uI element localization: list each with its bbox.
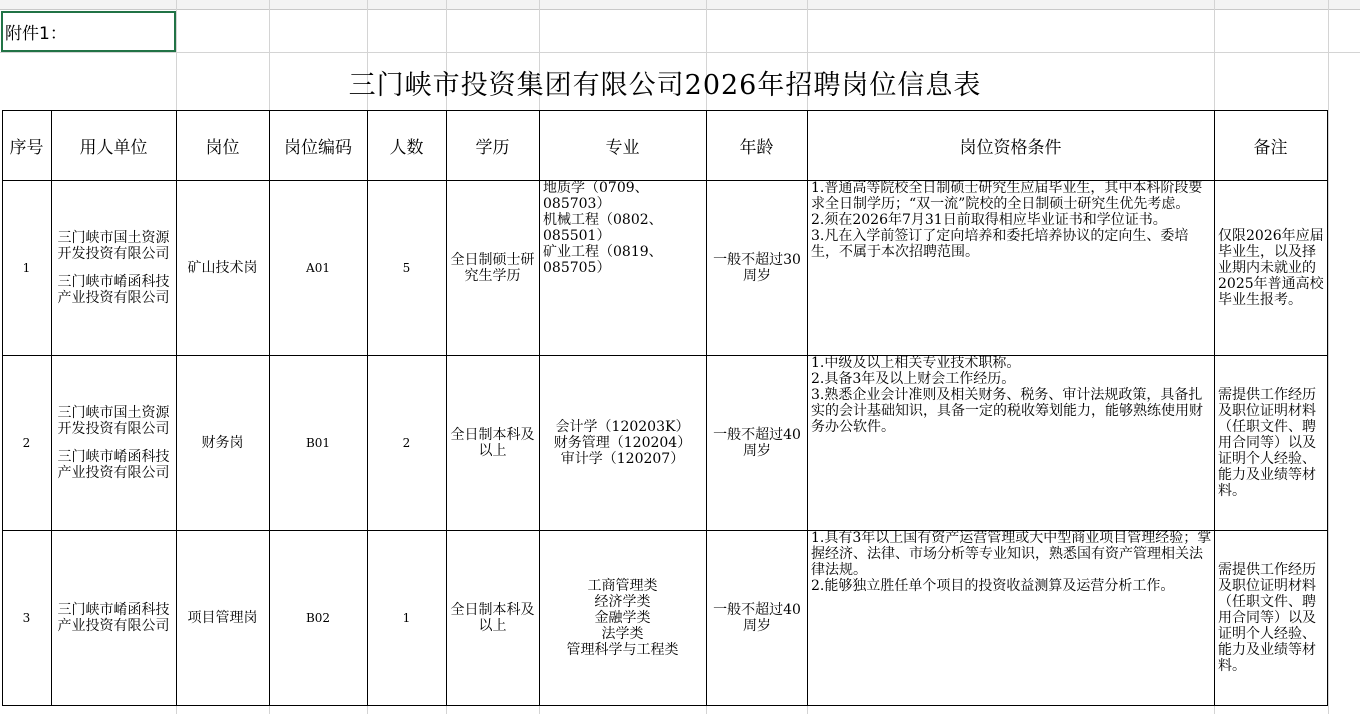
cell-row3-major[interactable] bbox=[539, 530, 706, 705]
cell-row2-education[interactable]: 全日制本科及以上 bbox=[450, 426, 535, 459]
major-item: 经济学类 bbox=[594, 593, 651, 610]
unit-name: 三门峡市崤函科技产业投资有限公司 bbox=[57, 448, 170, 481]
cell-row3-unit[interactable] bbox=[55, 530, 172, 705]
major-item: 矿业工程（0819、085705） bbox=[543, 244, 663, 276]
major-item: 法学类 bbox=[601, 625, 644, 642]
requirement-item: 1.普通高等院校全日制硕士研究生应届毕业生，其中本科阶段要求全日制学历；“双一流”院校的全日制硕士研究生优先考虑。 bbox=[811, 180, 1203, 212]
requirement-item: 1.具有3年以上国有资产运营管理或大中型商业项目管理经验；掌握经济、法律、市场分析等专业知识，熟悉国有资产管理相关法律法规。 bbox=[811, 530, 1212, 578]
gridline bbox=[0, 52, 1360, 53]
major-item: 机械工程（0802、085501） bbox=[543, 212, 663, 244]
major-item: 地质学（0709、085703） bbox=[543, 180, 649, 212]
table-border bbox=[1327, 110, 1328, 706]
sheet-title: 三门峡市投资集团有限公司2026年招聘岗位信息表 bbox=[348, 69, 982, 101]
cell-row1-no[interactable]: 1 bbox=[22, 260, 31, 275]
header-cell-code[interactable]: 岗位编码 bbox=[284, 137, 352, 158]
cell-row2-remarks[interactable]: 需提供工作经历及职位证明材料（任职文件、聘用合同等）以及证明个人经验、能力及业绩等材料。 bbox=[1218, 386, 1316, 499]
major-item: 会计学（120203K） bbox=[555, 418, 690, 435]
cell-row2-no[interactable]: 2 bbox=[22, 435, 31, 450]
cell-row2-requirements[interactable] bbox=[807, 355, 1214, 530]
cell-row2-position[interactable]: 财务岗 bbox=[201, 434, 244, 451]
major-item: 财务管理（120204） bbox=[553, 434, 692, 451]
header-cell-remarks[interactable]: 备注 bbox=[1253, 137, 1288, 158]
table-border bbox=[51, 110, 52, 706]
requirement-item: 3.凡在入学前签订了定向培养和委托培养协议的定向生、委培生，不属于本次招聘范围。 bbox=[811, 228, 1189, 260]
cell-row3-position[interactable]: 项目管理岗 bbox=[187, 609, 258, 626]
cell-row2-unit[interactable] bbox=[55, 355, 172, 530]
major-item: 审计学（120207） bbox=[560, 450, 685, 467]
requirement-item: 1.中级及以上相关专业技术职称。 bbox=[811, 355, 1021, 371]
requirement-item: 2.须在2026年7月31日前取得相应毕业证书和学位证书。 bbox=[811, 212, 1167, 228]
cell-row3-remarks[interactable]: 需提供工作经历及职位证明材料（任职文件、聘用合同等）以及证明个人经验、能力及业绩等材料。 bbox=[1218, 561, 1316, 674]
cell-row3-education[interactable]: 全日制本科及以上 bbox=[450, 601, 535, 634]
cell-row2-count[interactable]: 2 bbox=[402, 435, 411, 450]
major-item: 工商管理类 bbox=[587, 577, 658, 594]
header-cell-position[interactable]: 岗位 bbox=[205, 137, 240, 158]
header-cell-no[interactable]: 序号 bbox=[9, 137, 44, 158]
cell-row1-remarks[interactable]: 仅限2026年应届毕业生，以及择业期内未就业的2025年普通高校毕业生报考。 bbox=[1218, 227, 1324, 308]
header-cell-major[interactable]: 专业 bbox=[605, 137, 640, 158]
cell-row3-count[interactable]: 1 bbox=[402, 610, 411, 625]
major-item: 管理科学与工程类 bbox=[566, 641, 679, 658]
cell-row1-age[interactable]: 一般不超过30周岁 bbox=[713, 251, 801, 284]
cell-row1-major[interactable] bbox=[539, 180, 706, 355]
cell-row1-count[interactable]: 5 bbox=[402, 260, 411, 275]
major-item: 金融学类 bbox=[594, 609, 651, 626]
requirement-item: 2.能够独立胜任单个项目的投资收益测算及运营分析工作。 bbox=[811, 578, 1175, 594]
cell-row1-education[interactable]: 全日制硕士研究生学历 bbox=[450, 251, 535, 284]
unit-name: 三门峡市崤函科技产业投资有限公司 bbox=[57, 601, 170, 634]
cell-row1-code[interactable]: A01 bbox=[306, 260, 330, 275]
cell-row3-requirements[interactable] bbox=[807, 530, 1214, 705]
header-cell-age[interactable]: 年龄 bbox=[739, 137, 774, 158]
header-cell-requirements[interactable]: 岗位资格条件 bbox=[959, 137, 1062, 158]
cell-row2-major[interactable] bbox=[539, 355, 706, 530]
table-border bbox=[446, 110, 447, 706]
header-cell-count[interactable]: 人数 bbox=[389, 137, 424, 158]
unit-name: 三门峡市崤函科技产业投资有限公司 bbox=[57, 273, 170, 306]
cell-row3-no[interactable]: 3 bbox=[22, 610, 31, 625]
cell-row2-age[interactable]: 一般不超过40周岁 bbox=[713, 426, 801, 459]
requirement-item: 2.具备3年及以上财会工作经历。 bbox=[811, 371, 1016, 387]
cell-row2-code[interactable]: B01 bbox=[305, 435, 331, 450]
unit-name: 三门峡市国土资源开发投资有限公司 bbox=[57, 404, 170, 437]
cell-row1-requirements[interactable] bbox=[807, 180, 1214, 355]
requirement-item: 3.熟悉企业会计准则及相关财务、税务、审计法规政策，具备扎实的会计基础知识，具备一定的税收筹划能力，能够熟练使用财务办公软件。 bbox=[811, 387, 1203, 435]
cell-row1-unit[interactable] bbox=[55, 180, 172, 355]
annex-label: 附件1： bbox=[5, 24, 67, 44]
cell-row1-position[interactable]: 矿山技术岗 bbox=[187, 259, 258, 276]
unit-name: 三门峡市国土资源开发投资有限公司 bbox=[57, 229, 170, 262]
gridline bbox=[1328, 0, 1329, 714]
header-cell-education[interactable]: 学历 bbox=[475, 137, 510, 158]
cell-row3-age[interactable]: 一般不超过40周岁 bbox=[713, 601, 801, 634]
column-header-strip[interactable] bbox=[0, 0, 1360, 10]
cell-row3-code[interactable]: B02 bbox=[305, 610, 331, 625]
header-cell-unit[interactable]: 用人单位 bbox=[79, 137, 148, 158]
table-border bbox=[2, 705, 1328, 706]
